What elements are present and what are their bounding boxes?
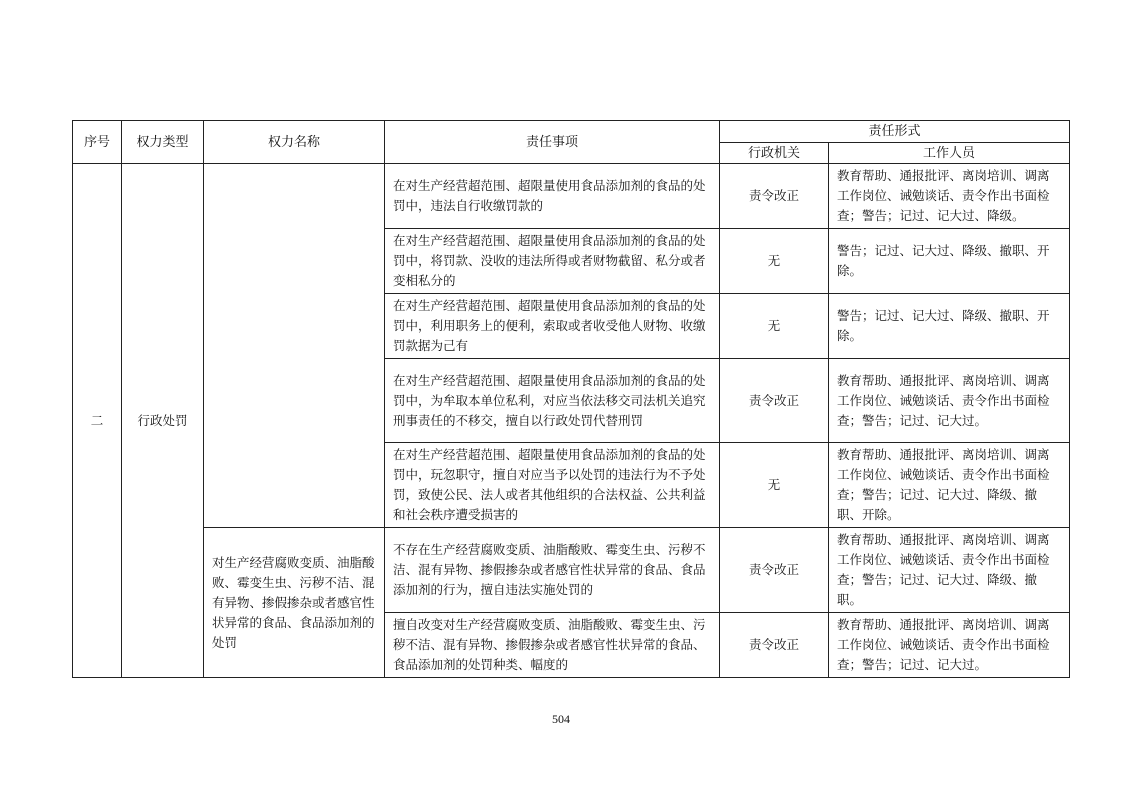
responsibility-table	[72, 120, 1070, 678]
power-name-cell: 对生产经营腐败变质、油脂酸败、霉变生虫、污秽不洁、混有异物、掺假掺杂或者感官性状异常的食品、食品添加剂的处罚	[204, 528, 385, 678]
header-power-type: 权力类型	[122, 121, 204, 164]
org-cell: 责令改正	[720, 359, 829, 443]
org-cell: 无	[720, 229, 829, 294]
staff-cell: 警告；记过、记大过、降级、撤职、开除。	[829, 294, 1070, 359]
table-row	[73, 164, 1070, 229]
matter-cell: 在对生产经营超范围、超限量使用食品添加剂的食品的处罚中，违法自行收缴罚款的	[385, 164, 720, 229]
page-number: 504	[552, 712, 570, 726]
org-cell: 无	[720, 294, 829, 359]
staff-cell: 教育帮助、通报批评、离岗培训、调离工作岗位、诫勉谈话、责令作出书面检查；警告；记过、记大过、降级、撤职、开除。	[829, 443, 1070, 528]
header-power-name: 权力名称	[204, 121, 385, 164]
seq-cell: 二	[73, 164, 122, 678]
staff-cell: 教育帮助、通报批评、离岗培训、调离工作岗位、诫勉谈话、责令作出书面检查；警告；记过、记大过、降级、撤职。	[829, 528, 1070, 613]
org-cell: 责令改正	[720, 528, 829, 613]
header-form: 责任形式	[720, 121, 1070, 143]
matter-cell: 在对生产经营超范围、超限量使用食品添加剂的食品的处罚中，利用职务上的便利，索取或者收受他人财物、收缴罚款据为己有	[385, 294, 720, 359]
matter-cell: 不存在生产经营腐败变质、油脂酸败、霉变生虫、污秽不洁、混有异物、掺假掺杂或者感官性状异常的食品、食品添加剂的行为，擅自违法实施处罚的	[385, 528, 720, 613]
power-type-cell: 行政处罚	[122, 164, 204, 678]
header-org: 行政机关	[720, 143, 829, 164]
staff-cell: 教育帮助、通报批评、离岗培训、调离工作岗位、诫勉谈话、责令作出书面检查；警告；记过、记大过。	[829, 613, 1070, 678]
header-staff: 工作人员	[829, 143, 1070, 164]
matter-cell: 在对生产经营超范围、超限量使用食品添加剂的食品的处罚中，玩忽职守，擅自对应当予以处罚的违法行为不予处罚，致使公民、法人或者其他组织的合法权益、公共利益和社会秩序遭受损害的	[385, 443, 720, 528]
matter-cell: 擅自改变对生产经营腐败变质、油脂酸败、霉变生虫、污秽不洁、混有异物、掺假掺杂或者感官性状异常的食品、食品添加剂的处罚种类、幅度的	[385, 613, 720, 678]
matter-cell: 在对生产经营超范围、超限量使用食品添加剂的食品的处罚中，将罚款、没收的违法所得或者财物截留、私分或者变相私分的	[385, 229, 720, 294]
org-cell: 责令改正	[720, 613, 829, 678]
staff-cell: 教育帮助、通报批评、离岗培训、调离工作岗位、诫勉谈话、责令作出书面检查；警告；记过、记大过、降级。	[829, 164, 1070, 229]
org-cell: 无	[720, 443, 829, 528]
power-name-cell-empty	[204, 164, 385, 528]
header-matter: 责任事项	[385, 121, 720, 164]
header-seq: 序号	[73, 121, 122, 164]
staff-cell: 教育帮助、通报批评、离岗培训、调离工作岗位、诫勉谈话、责令作出书面检查；警告；记过、记大过。	[829, 359, 1070, 443]
matter-cell: 在对生产经营超范围、超限量使用食品添加剂的食品的处罚中，为牟取本单位私利，对应当依法移交司法机关追究刑事责任的不移交，擅自以行政处罚代替刑罚	[385, 359, 720, 443]
org-cell: 责令改正	[720, 164, 829, 229]
staff-cell: 警告；记过、记大过、降级、撤职、开除。	[829, 229, 1070, 294]
table-row	[73, 528, 1070, 613]
